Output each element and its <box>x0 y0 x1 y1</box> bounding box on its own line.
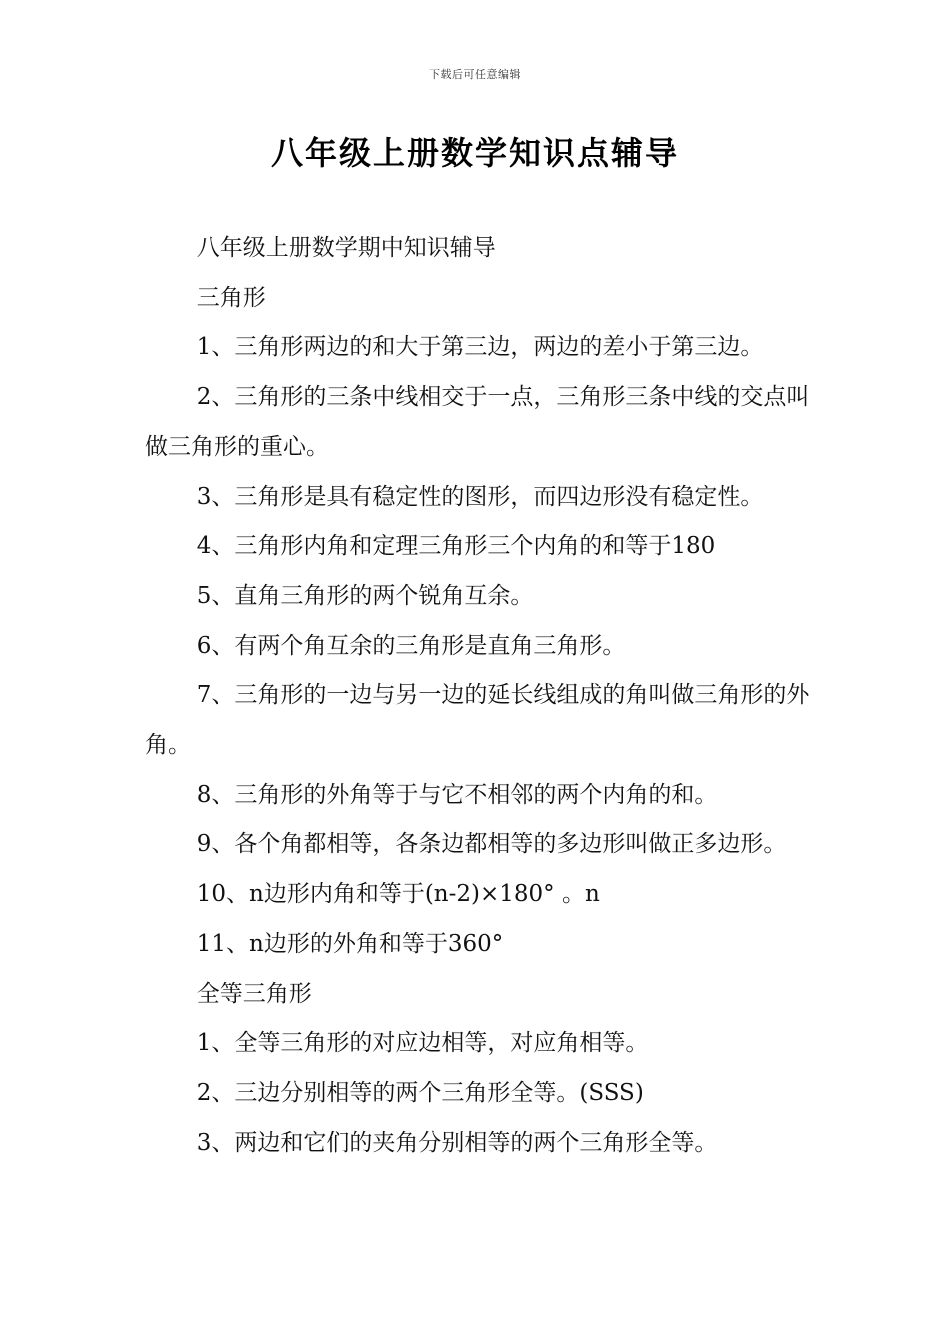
list-item: 11、n边形的外角和等于360° <box>196 930 504 957</box>
list-item: 10、n边形内角和等于(n-2)×180° 。n <box>196 881 600 908</box>
list-item: 1、全等三角形的对应边相等，对应角相等。 <box>196 1030 649 1057</box>
header-note: 下载后可任意编辑 <box>429 68 521 81</box>
section-heading-triangle: 三角形 <box>196 284 266 311</box>
list-item: 5、直角三角形的两个锐角互余。 <box>196 582 534 609</box>
list-item: 2、三边分别相等的两个三角形全等。(SSS) <box>196 1079 644 1106</box>
document-title: 八年级上册数学知识点辅导 <box>270 134 679 172</box>
list-item: 4、三角形内角和定理三角形三个内角的和等于180 <box>196 533 716 560</box>
list-item: 1、三角形两边的和大于第三边，两边的差小于第三边。 <box>196 334 764 361</box>
section-heading-congruent: 全等三角形 <box>196 980 312 1007</box>
list-item: 3、三角形是具有稳定性的图形，而四边形没有稳定性。 <box>196 483 764 510</box>
document-body <box>145 224 815 1168</box>
list-item: 8、三角形的外角等于与它不相邻的两个内角的和。 <box>196 781 718 808</box>
list-item: 6、有两个角互余的三角形是直角三角形。 <box>196 632 626 659</box>
section-subtitle: 八年级上册数学期中知识辅导 <box>196 235 496 261</box>
list-item: 2、三角形的三条中线相交于一点，三角形三条中线的交点叫做三角形的重心。 <box>145 384 810 460</box>
list-item: 3、两边和它们的夹角分别相等的两个三角形全等。 <box>196 1129 718 1156</box>
list-item: 9、各个角都相等，各条边都相等的多边形叫做正多边形。 <box>196 831 787 858</box>
list-item: 7、三角形的一边与另一边的延长线组成的角叫做三角形的外角。 <box>145 682 810 759</box>
